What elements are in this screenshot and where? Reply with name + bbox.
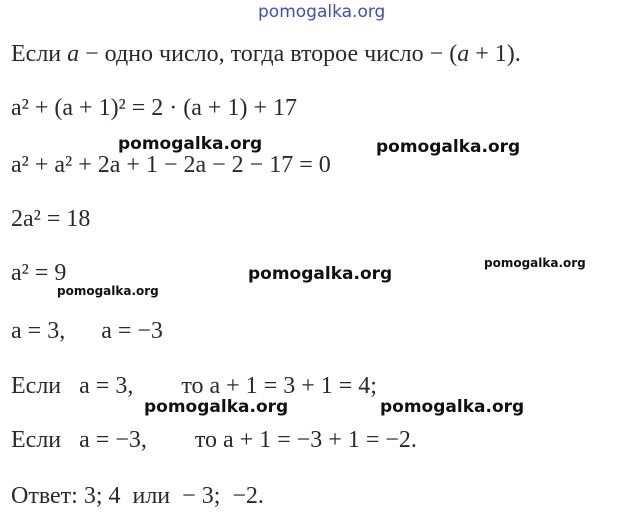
solution-line-4: 2a² = 18 xyxy=(11,206,91,232)
solution-line-6: a = 3, a = −3 xyxy=(11,318,163,344)
text-segment: Если xyxy=(11,41,68,67)
solution-line-3: a² + a² + 2a + 1 − 2a − 2 − 17 = 0 xyxy=(11,152,331,178)
solution-line-2: a² + (a + 1)² = 2 · (a + 1) + 17 xyxy=(11,95,297,121)
text-segment: − одно число, тогда второе число − ( xyxy=(79,41,458,67)
text-segment: + 1). xyxy=(469,41,521,67)
answer-line: Ответ: 3; 4 или − 3; −2. xyxy=(11,483,264,509)
variable-a: a xyxy=(67,41,80,67)
watermark: pomogalka.org xyxy=(118,134,263,154)
watermark: pomogalka.org xyxy=(248,264,393,284)
solution-line-8: Если a = −3, то a + 1 = −3 + 1 = −2. xyxy=(11,427,417,453)
solution-line-7: Если a = 3, то a + 1 = 3 + 1 = 4; xyxy=(11,373,377,399)
watermark: pomogalka.org xyxy=(144,397,289,417)
variable-a: a xyxy=(457,41,470,67)
watermark-top: pomogalka.org xyxy=(258,2,386,22)
watermark: pomogalka.org xyxy=(376,137,521,157)
watermark: pomogalka.org xyxy=(380,397,525,417)
watermark: pomogalka.org xyxy=(484,256,586,270)
solution-line-1 xyxy=(11,39,521,69)
solution-line-5: a² = 9 xyxy=(11,260,67,286)
watermark: pomogalka.org xyxy=(57,284,159,298)
